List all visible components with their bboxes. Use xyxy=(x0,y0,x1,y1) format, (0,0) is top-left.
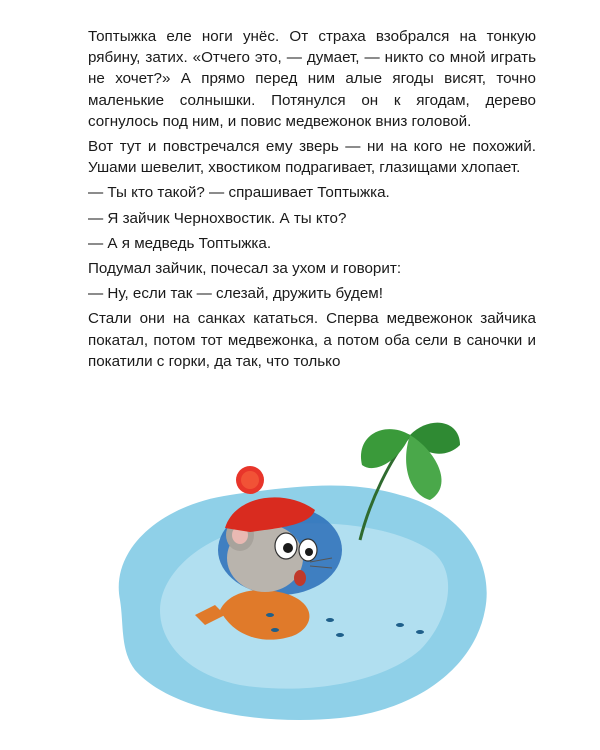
paragraph-4: — Я зайчик Чернохвостик. А ты кто? xyxy=(88,209,347,227)
paragraph-2: Вот тут и повстречался ему зверь — ни на кого не похожий. Ушами шевелит, хвостиком подрагивает, глазищами хлопает. xyxy=(88,138,536,177)
story-text xyxy=(88,26,536,372)
paragraph-8: Стали они на санках кататься. Сперва медвежонок зайчика покатал, потом тот медвежонка, а потом оба сели в саночки и покатили с горки, да так, что только xyxy=(88,310,536,370)
paragraph-6: Подумал зайчик, почесал за ухом и говорит: xyxy=(88,260,402,278)
paragraph-3: — Ты кто такой? — спрашивает Топтыжка. xyxy=(88,184,390,202)
paragraph-1: Топтыжка еле ноги унёс. От страха взобрался на тонкую рябину, затих. «Отчего это, — думает, — никто со мной играть не хочет?» А прямо перед ним алые ягоды висят, точно маленькие солнышки. Потянулся он к ягодам, дерево согнулось под ним, и повис медвежонок вниз головой. xyxy=(88,28,536,130)
bunny-in-snow-illustration xyxy=(100,410,500,730)
paragraph-7: — Ну, если так — слезай, дружить будем! xyxy=(88,285,383,303)
paragraph-5: — А я медведь Топтыжка. xyxy=(88,234,272,252)
